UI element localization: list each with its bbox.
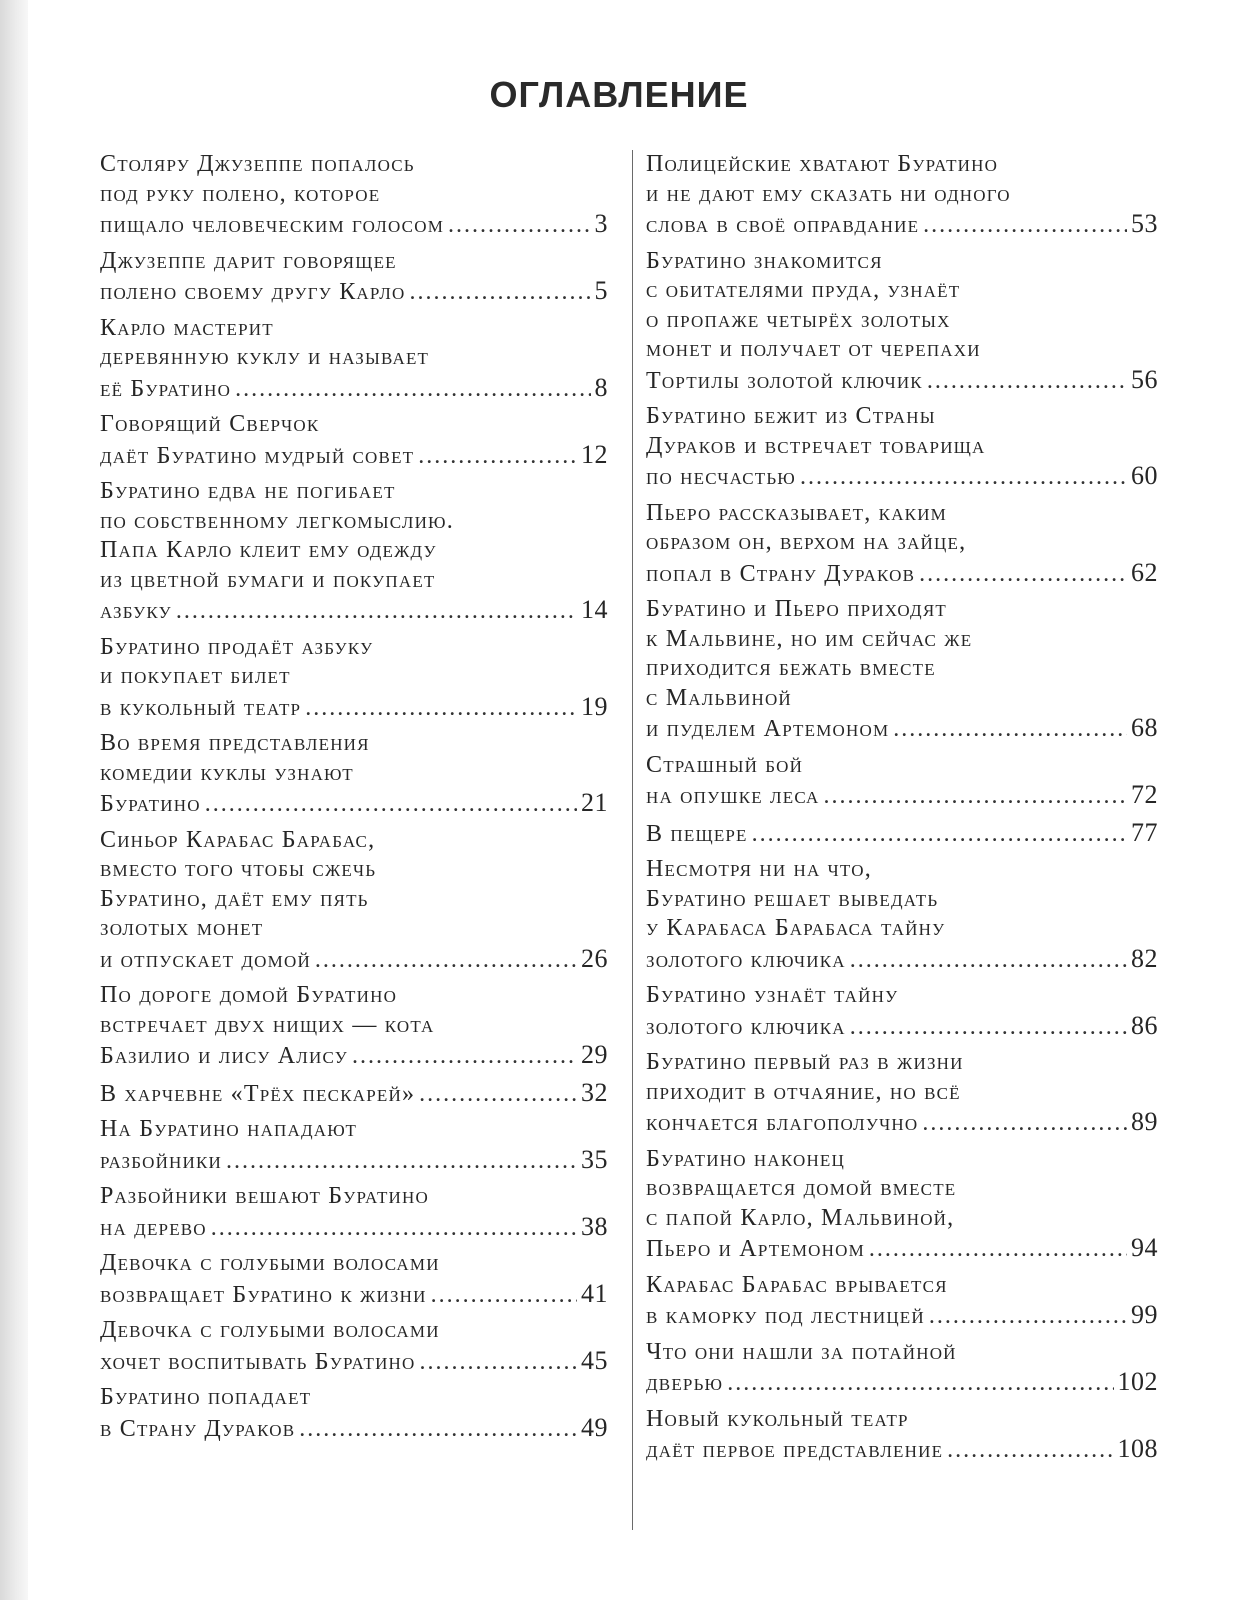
toc-entry[interactable] — [646, 1048, 1158, 1137]
toc-entry[interactable] — [100, 1316, 608, 1375]
toc-entry-title-line: Буратино решает выведать — [646, 885, 939, 912]
toc-entry-title-line: монет и получает от черепахи — [646, 336, 981, 362]
toc-entry[interactable] — [646, 751, 1158, 810]
toc-entry-last-line — [646, 1367, 1158, 1397]
toc-entry-title-line: Страшный бой — [646, 751, 804, 778]
toc-entry-title-line: Карабас Барабас врывается — [646, 1271, 948, 1298]
toc-entry-title-line: под руку полено, которое — [100, 180, 381, 207]
toc-entry-title-line: В пещере — [646, 820, 748, 847]
page-number: 89 — [1131, 1107, 1158, 1136]
dot-leader — [315, 946, 577, 976]
toc-entry-title-line: с папой Карло, Мальвиной, — [646, 1204, 955, 1231]
dot-leader — [176, 597, 577, 627]
page-number: 49 — [581, 1412, 608, 1442]
toc-entry-title-line: Джузеппе дарит говорящее — [100, 247, 397, 274]
page-number: 72 — [1131, 780, 1158, 809]
toc-entry-title-line: Буратино наконец — [646, 1145, 845, 1172]
dot-leader — [420, 1348, 577, 1378]
page-number: 41 — [581, 1278, 608, 1308]
page-number: 3 — [594, 209, 608, 238]
toc-entry[interactable] — [100, 150, 608, 239]
toc-entry-title-line: по собственному легкомыслию. — [100, 507, 454, 534]
toc-entry-title-line: дверью — [646, 1370, 724, 1396]
toc-entry-title-line: Буратино знакомится — [646, 247, 883, 274]
toc-entry[interactable] — [100, 1249, 608, 1308]
toc-entry-title-line: комедии куклы узнают — [100, 759, 354, 786]
toc-entry-title-line: попал в Страну Дураков — [646, 560, 916, 587]
dot-leader — [922, 1109, 1127, 1139]
dot-leader — [927, 367, 1127, 397]
toc-entry-title-line: и покупает билет — [100, 663, 291, 689]
toc-entry-last-line — [100, 1040, 608, 1070]
toc-entry-last-line — [646, 558, 1158, 588]
toc-entry[interactable] — [646, 1338, 1158, 1397]
toc-entry-title-line: Буратино продаёт азбуку — [100, 633, 374, 660]
page-number: 77 — [1131, 817, 1158, 847]
toc-entry-title-line: На Буратино нападают — [100, 1116, 358, 1142]
toc-entry-title-line: Базилио и лису Алису — [100, 1043, 349, 1069]
toc-entry-last-line — [646, 780, 1158, 810]
toc-entry-title-line: пищало человеческим голосом — [100, 212, 445, 238]
toc-entry-title-line: и пуделем Артемоном — [646, 716, 890, 742]
page-number: 12 — [581, 439, 608, 469]
toc-entry-title-line: и отпускает домой — [100, 946, 311, 973]
toc-entry-title-line: Папа Карло клеит ему одежду — [100, 537, 437, 563]
toc-entry[interactable] — [646, 595, 1158, 743]
dot-leader — [869, 1235, 1127, 1265]
toc-entry-title-line: Полицейские хватают Буратино — [646, 151, 999, 177]
toc-entry-title-line: Столяру Джузеппе попалось — [100, 151, 415, 177]
toc-entry-title-line: золотых монет — [100, 915, 264, 941]
toc-entry-title-line: на опушке леса — [646, 783, 820, 809]
toc-entry-title-line: полено своему другу Карло — [100, 279, 406, 305]
toc-entry[interactable] — [646, 855, 1158, 973]
page-number: 38 — [581, 1211, 608, 1241]
toc-entry-title-line: в кукольный театр — [100, 694, 302, 721]
page-number: 26 — [581, 943, 608, 973]
toc-entry-last-line — [646, 1434, 1158, 1464]
toc-entry-title-line: слова в своё оправдание — [646, 212, 920, 238]
toc-entry-title-line: Девочка с голубыми волосами — [100, 1250, 440, 1276]
toc-entry-title-line: Во время представления — [100, 730, 370, 756]
dot-leader — [409, 278, 590, 308]
toc-entry-last-line — [646, 1107, 1158, 1137]
dot-leader — [800, 463, 1127, 493]
toc-entry-title-line: с обитателями пруда, узнаёт — [646, 277, 961, 303]
page-number: 108 — [1117, 1434, 1158, 1463]
toc-entry-title-line: с Мальвиной — [646, 684, 792, 711]
toc-entry-last-line — [100, 788, 608, 818]
toc-entry-title-line: разбойники — [100, 1147, 223, 1174]
dot-leader — [352, 1042, 577, 1072]
toc-entry-title-line: Новый кукольный театр — [646, 1405, 909, 1432]
page-number: 14 — [581, 595, 608, 624]
toc-entry-last-line — [100, 1346, 608, 1376]
toc-column-left — [100, 150, 608, 1450]
toc-entry-title-line: Девочка с голубыми волосами — [100, 1317, 440, 1343]
page-number: 19 — [581, 691, 608, 721]
dot-leader — [226, 1147, 577, 1177]
toc-entry[interactable] — [646, 402, 1158, 491]
column-divider — [632, 150, 633, 1530]
toc-entry[interactable] — [100, 633, 608, 722]
toc-entry-last-line — [100, 1279, 608, 1309]
toc-entry-last-line — [646, 713, 1158, 743]
page-number: 60 — [1131, 461, 1158, 490]
toc-entry-last-line — [100, 595, 608, 625]
dot-leader — [418, 442, 577, 472]
toc-entry-last-line — [100, 944, 608, 974]
toc-entry-last-line — [100, 1212, 608, 1242]
toc-entry-title-line: золотого ключика — [646, 946, 846, 973]
toc-entry-title-line: Говорящий Сверчок — [100, 411, 320, 437]
toc-entry-title-line: даёт Буратино мудрый совет — [100, 442, 415, 469]
page-number: 29 — [581, 1040, 608, 1069]
toc-entry-title-line: образом он, верхом на зайце, — [646, 529, 967, 555]
toc-entry-title-line: у Карабаса Барабаса тайну — [646, 915, 946, 941]
toc-entry-title-line: Буратино первый раз в жизни — [646, 1049, 964, 1075]
toc-entry[interactable] — [100, 729, 608, 818]
toc-entry-title-line: её Буратино — [100, 375, 232, 402]
toc-entry-title-line: Что они нашли за потайной — [646, 1338, 957, 1365]
dot-leader — [419, 1080, 577, 1110]
toc-entry[interactable] — [646, 247, 1158, 395]
toc-entry[interactable] — [100, 1078, 608, 1108]
toc-entry-title-line: в Страну Дураков — [100, 1415, 296, 1442]
toc-entry-last-line — [100, 373, 608, 403]
toc-entry-title-line: вместо того чтобы сжечь — [100, 856, 377, 882]
toc-entry-last-line — [100, 440, 608, 470]
toc-entry[interactable] — [646, 1271, 1158, 1330]
toc-entry[interactable] — [646, 1405, 1158, 1464]
page-number: 21 — [581, 788, 608, 817]
page-number: 82 — [1131, 943, 1158, 973]
page-number: 32 — [581, 1077, 608, 1107]
toc-entry[interactable] — [646, 981, 1158, 1040]
dot-leader — [850, 946, 1127, 976]
toc-entry[interactable] — [646, 499, 1158, 588]
toc-entry-title-line: по несчастью — [646, 464, 796, 490]
toc-entry-last-line — [646, 461, 1158, 491]
toc-entry-title-line: хочет воспитывать Буратино — [100, 1348, 416, 1375]
toc-entry-title-line: Буратино едва не погибает — [100, 478, 396, 504]
toc-entry-title-line: даёт первое представление — [646, 1437, 944, 1463]
toc-entry-title-line: Буратино — [100, 791, 201, 817]
toc-column-right — [646, 150, 1158, 1472]
toc-entry-title-line: Буратино узнаёт тайну — [646, 982, 899, 1008]
toc-entry-title-line: приходится бежать вместе — [646, 655, 936, 681]
dot-leader — [431, 1281, 577, 1311]
dot-leader — [923, 211, 1127, 241]
toc-entry-title-line: в каморку под лестницей — [646, 1303, 925, 1329]
toc-entry-title-line: золотого ключика — [646, 1013, 846, 1040]
dot-leader — [929, 1302, 1127, 1332]
dot-leader — [205, 790, 577, 820]
toc-entry-last-line — [100, 276, 608, 306]
toc-entry-last-line — [646, 365, 1158, 395]
dot-leader — [919, 560, 1127, 590]
toc-entry-title-line: возвращает Буратино к жизни — [100, 1281, 427, 1308]
page-edge-shadow — [0, 0, 28, 1600]
toc-entry-last-line — [646, 818, 1158, 848]
toc-entry[interactable] — [646, 1145, 1158, 1263]
toc-entry-title-line: азбуку — [100, 598, 172, 624]
dot-leader — [850, 1013, 1127, 1043]
page-title: ОГЛАВЛЕНИЕ — [489, 74, 749, 115]
toc-entry[interactable] — [100, 1115, 608, 1174]
toc-entry-last-line — [100, 1145, 608, 1175]
toc-entry-title-line: Буратино попадает — [100, 1384, 312, 1410]
dot-leader — [305, 694, 577, 724]
toc-entry[interactable] — [100, 314, 608, 403]
toc-entry[interactable] — [100, 247, 608, 306]
toc-entry-last-line — [646, 1300, 1158, 1330]
page-number: 53 — [1131, 209, 1158, 238]
toc-entry-title-line: из цветной бумаги и покупает — [100, 566, 436, 593]
page-number: 86 — [1131, 1010, 1158, 1040]
toc-entry-title-line: Разбойники вешают Буратино — [100, 1183, 429, 1209]
toc-entry-title-line: По дороге домой Буратино — [100, 982, 398, 1008]
toc-entry-title-line: о пропаже четырёх золотых — [646, 306, 951, 333]
toc-entry-title-line: Пьеро и Артемоном — [646, 1236, 865, 1262]
toc-entry-title-line: Буратино, даёт ему пять — [100, 885, 369, 912]
toc-entry-last-line — [646, 1233, 1158, 1263]
toc-entry-title-line: и не дают ему сказать ни одного — [646, 180, 1011, 207]
toc-entry-title-line: на дерево — [100, 1214, 207, 1241]
toc-entry-title-line: Пьеро рассказывает, каким — [646, 499, 947, 526]
page-number: 99 — [1131, 1300, 1158, 1329]
dot-leader — [824, 782, 1128, 812]
dot-leader — [893, 715, 1127, 745]
page-number: 8 — [594, 372, 608, 402]
toc-entry[interactable] — [100, 1383, 608, 1442]
toc-entry-last-line — [100, 1078, 608, 1108]
toc-entry-title-line: Дураков и встречает товарища — [646, 432, 986, 459]
toc-entry-last-line — [646, 209, 1158, 239]
toc-entry[interactable] — [646, 150, 1158, 239]
toc-entry-title-line: Синьор Карабас Барабас, — [100, 826, 376, 853]
page-number: 45 — [581, 1345, 608, 1375]
toc-entry-title-line: встречает двух нищих — кота — [100, 1011, 435, 1038]
dot-leader — [211, 1214, 577, 1244]
toc-entry[interactable] — [100, 826, 608, 974]
page-number: 5 — [594, 276, 608, 305]
dot-leader — [752, 820, 1127, 850]
toc-entry-title-line: деревянную куклу и называет — [100, 344, 430, 370]
toc-entry-title-line: Тортилы золотой ключик — [646, 367, 923, 394]
page-number: 35 — [581, 1144, 608, 1174]
toc-entry[interactable] — [646, 818, 1158, 848]
toc-entry-last-line — [100, 692, 608, 722]
toc-entry-last-line — [646, 1011, 1158, 1041]
dot-leader — [235, 375, 590, 405]
toc-entry-title-line: Буратино бежит из Страны — [646, 403, 936, 429]
dot-leader — [448, 211, 590, 241]
toc-entry[interactable] — [100, 410, 608, 469]
toc-entry-title-line: к Мальвине, но им сейчас же — [646, 625, 973, 652]
toc-entry-last-line — [100, 1413, 608, 1443]
toc-entry-title-line: кончается благополучно — [646, 1110, 919, 1136]
toc-entry-title-line: В харчевне «Трёх пескарей» — [100, 1080, 416, 1107]
page-number: 94 — [1131, 1233, 1158, 1262]
page-number: 62 — [1131, 557, 1158, 587]
toc-entry[interactable] — [100, 981, 608, 1070]
page-number: 102 — [1117, 1367, 1158, 1396]
dot-leader — [299, 1415, 577, 1445]
dot-leader — [947, 1436, 1113, 1466]
page-number: 56 — [1131, 364, 1158, 394]
toc-entry-title-line: Карло мастерит — [100, 314, 274, 341]
toc-entry[interactable] — [100, 477, 608, 625]
toc-entry-last-line — [100, 209, 608, 239]
toc-entry-title-line: Буратино и Пьеро приходят — [646, 596, 947, 622]
toc-entry-last-line — [646, 944, 1158, 974]
toc-entry-title-line: возвращается домой вместе — [646, 1175, 957, 1201]
toc-entry-title-line: приходит в отчаяние, но всё — [646, 1078, 961, 1105]
toc-entry[interactable] — [100, 1182, 608, 1241]
page-number: 68 — [1131, 713, 1158, 742]
dot-leader — [727, 1369, 1113, 1399]
toc-entry-title-line: Несмотря ни на что, — [646, 856, 872, 882]
